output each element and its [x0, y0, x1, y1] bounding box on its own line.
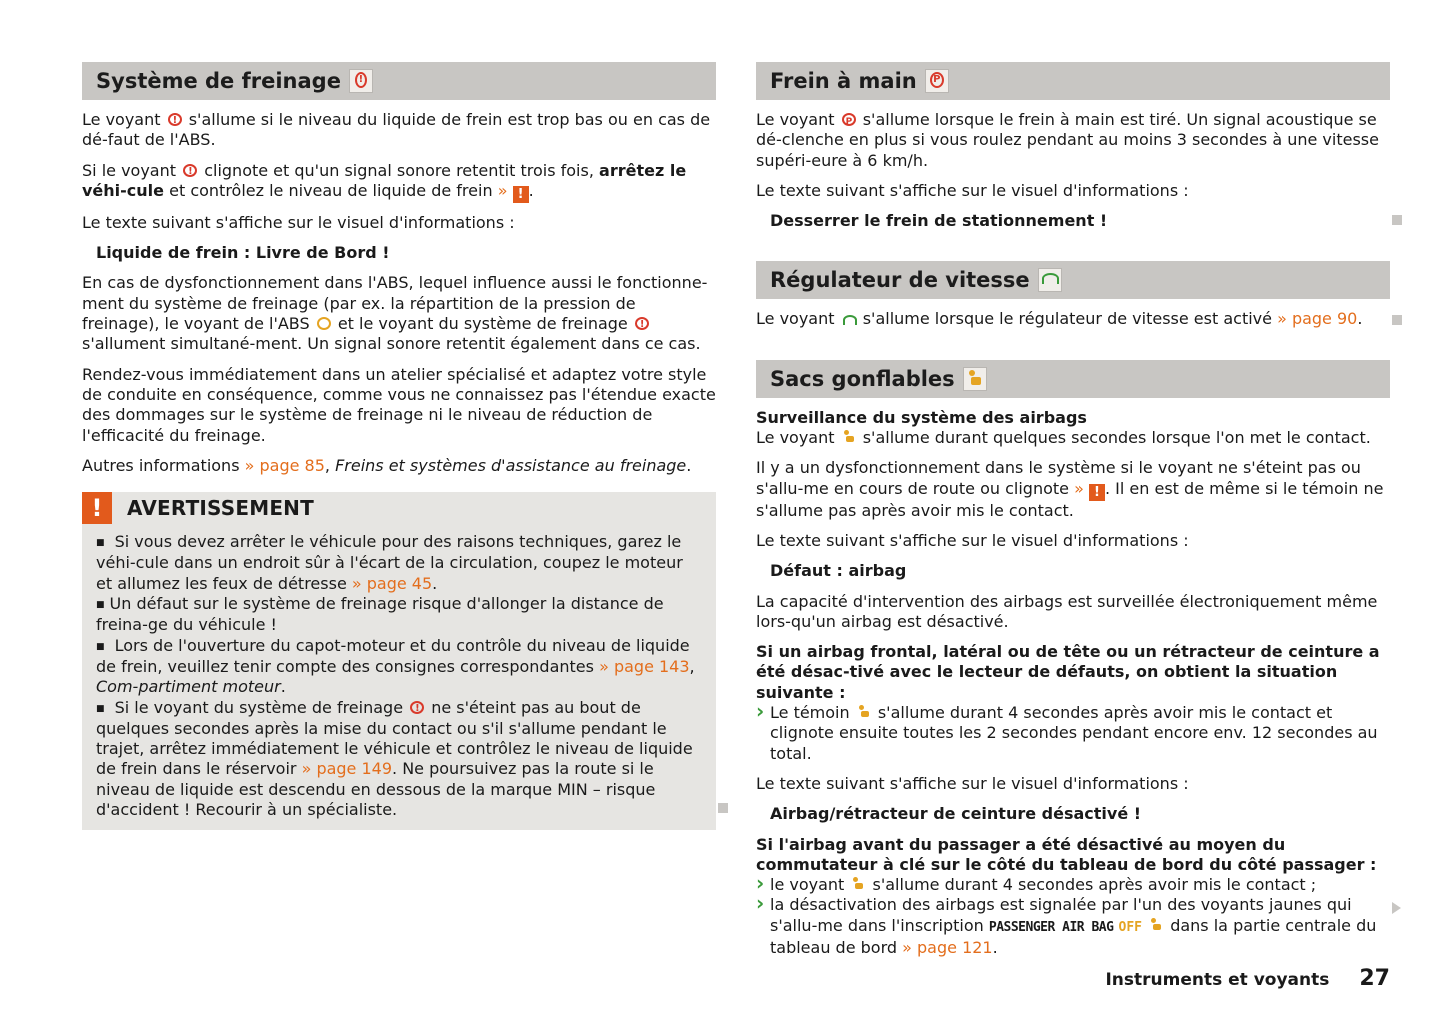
warning-link[interactable]: »	[497, 180, 508, 200]
paragraph: La capacité d'intervention des airbags est surveillée électroniquement même lors-qu'un airbag est désactivé.	[756, 591, 1378, 631]
page-link[interactable]: » page 90	[1277, 309, 1358, 329]
warning-box	[82, 492, 716, 830]
paragraph: Le texte suivant s'affiche sur le visuel d'informations :	[756, 180, 1189, 200]
page-footer	[1105, 966, 1390, 991]
subheading: Surveillance du système des airbags	[756, 407, 1087, 427]
subheading: Si l'airbag avant du passager a été désactivé au moyen du commutateur à clé sur le côté du tableau de bord du côté passager :	[756, 834, 1377, 874]
cruise-control-icon	[1038, 268, 1062, 292]
paragraph: Le texte suivant s'affiche sur le visuel d'informations :	[756, 773, 1189, 793]
list-item: › la désactivation des airbags est signalée par l'un des voyants jaunes qui s'allu-me dans l'inscription PASSENGER AIR BAG OFF dans la partie centrale du tableau de bord » page 121.	[756, 895, 1390, 958]
abs-icon	[317, 317, 331, 330]
warning-badge-icon: !	[82, 492, 112, 524]
heading-text: Système de freinage	[96, 69, 341, 93]
section-end-marker	[1392, 215, 1402, 225]
cruise-control-icon	[842, 313, 856, 325]
subheading: Si un airbag frontal, latéral ou de tête ou un rétracteur de ceinture a été désac-tivé avec le lecteur de défauts, on obtient la situation suivante :	[756, 642, 1380, 702]
warning-item: ■ Lors de l'ouverture du capot-moteur et du contrôle du niveau de liquide de frein, veuillez tenir compte des consignes correspondantes » page 143, Com-partiment moteur.	[96, 636, 702, 698]
paragraph: Il y a un dysfonctionnement dans le système si le voyant ne s'éteint pas ou s'allu-me en cours de route ou clignote » ! . Il en est de même si le témoin ne s'allume pas après avoir mis le contact.	[756, 458, 1384, 520]
warning-header	[82, 492, 716, 524]
section-end-marker	[1392, 315, 1402, 325]
airbag-off-icon	[1149, 918, 1163, 932]
section-heading-freinage	[82, 62, 716, 100]
continue-arrow-icon	[1392, 902, 1401, 914]
heading-text: Régulateur de vitesse	[770, 268, 1030, 293]
paragraph: Le texte suivant s'affiche sur le visuel d'informations :	[756, 530, 1189, 550]
airbag-off-label: OFF	[1118, 919, 1143, 935]
brake-warning-icon	[410, 701, 424, 714]
paragraph: Le voyant ! s'allume si le niveau du liquide de frein est trop bas ou en cas de dé-faut de l'ABS.	[82, 110, 716, 151]
warning-item: ■ Si le voyant du système de freinage ! ne s'éteint pas au bout de quelques secondes après la mise du contact ou s'il s'allume pendant le trajet, arrêtez immédiatement le véhicule et contrôlez le niveau de liquide de frein dans le réservoir » page 149. Ne poursuivez pas la route si le niveau de liquide est descendu en dessous de la marque MIN – risque d'accident ! Recourir à un spécialiste.	[96, 698, 702, 821]
brake-warning-icon	[349, 69, 373, 93]
airbag-icon	[851, 877, 865, 891]
page-link[interactable]: » page 149	[301, 759, 393, 779]
page-link[interactable]: » page 85	[244, 455, 325, 475]
display-message: Liquide de frein : Livre de Bord !	[96, 243, 390, 263]
page-link[interactable]: » page 45	[351, 573, 433, 593]
warning-item: ■ Un défaut sur le système de freinage risque d'allonger la distance de freina-ge du véhicule !	[96, 594, 702, 636]
warning-body	[82, 524, 716, 820]
airbag-icon	[842, 430, 856, 444]
display-message: Airbag/rétracteur de ceinture désactivé !	[770, 804, 1142, 824]
brake-warning-icon	[168, 113, 182, 126]
paragraph: Le voyant P s'allume lorsque le frein à main est tiré. Un signal acoustique se dé-clenche en plus si vous roulez pendant au moins 3 secondes à une vitesse supéri-eure à 6 km/h.	[756, 110, 1390, 171]
warning-icon: !	[1089, 484, 1105, 501]
heading-text: Frein à main	[770, 69, 917, 93]
brake-warning-icon	[635, 317, 649, 330]
paragraph: Rendez-vous immédiatement dans un atelier spécialisé et adaptez votre style de conduite en conséquence, comme vous ne connaissez pas l'étendue exacte des dommages sur le système de freinage ni le niveau de réduction de l'efficacité du freinage.	[82, 364, 716, 445]
heading-text: Sacs gonflables	[770, 366, 955, 391]
section-heading-frein-a-main	[756, 62, 1390, 100]
section-heading-airbags	[756, 360, 1390, 398]
section-heading-regulateur	[756, 261, 1390, 299]
paragraph: Autres informations » page 85, Freins et systèmes d'assistance au freinage.	[82, 455, 692, 475]
display-message: Desserrer le frein de stationnement !	[770, 211, 1108, 231]
right-column	[756, 62, 1390, 958]
parking-brake-icon	[925, 69, 949, 93]
airbag-icon	[963, 367, 987, 391]
paragraph: Le texte suivant s'affiche sur le visuel d'informations :	[82, 212, 515, 232]
parking-brake-icon	[842, 113, 856, 126]
brake-warning-icon	[183, 164, 197, 177]
paragraph: Si le voyant ! clignote et qu'un signal sonore retentit trois fois, arrêtez le véhi-cule et contrôlez le niveau de liquide de frein » ! .	[82, 161, 716, 203]
paragraph: Le voyant s'allume durant quelques secondes lorsque l'on met le contact.	[756, 428, 1371, 448]
display-message: Défaut : airbag	[770, 561, 907, 581]
warning-title: AVERTISSEMENT	[127, 496, 314, 521]
warning-item: ■ Si vous devez arrêter le véhicule pour des raisons techniques, garez le véhi-cule dans un endroit sûr à l'écart de la circulation, coupez le moteur et allumez les feux de détresse » page 45.	[96, 532, 702, 594]
warning-link[interactable]: »	[1074, 478, 1084, 498]
list-item: › le voyant s'allume durant 4 secondes après avoir mis le contact ;	[756, 875, 1390, 895]
page-link[interactable]: » page 143	[599, 656, 690, 676]
list-item: › Le témoin s'allume durant 4 secondes après avoir mis le contact et clignote ensuite toutes les 2 secondes pendant encore env. 12 secondes au total.	[756, 703, 1390, 764]
page-link[interactable]: » page 121	[902, 938, 993, 958]
paragraph: Le voyant s'allume lorsque le régulateur de vitesse est activé » page 90.	[756, 309, 1363, 329]
airbag-icon	[857, 705, 871, 719]
footer-title: Instruments et voyants	[1105, 970, 1330, 990]
paragraph: En cas de dysfonctionnement dans l'ABS, lequel influence aussi le fonctionne-ment du système de freinage (par ex. la répartition de la pression de freinage), le voyant de l'ABS et le voyant du système de freinage ! s'allument simultané-ment. Un signal sonore retentit également dans ce cas.	[82, 273, 716, 354]
page-number: 27	[1359, 966, 1390, 991]
passenger-airbag-label: PASSENGER AIR BAG	[988, 919, 1114, 935]
warning-icon: !	[513, 186, 529, 203]
section-end-marker	[718, 803, 728, 813]
left-column	[82, 62, 716, 830]
